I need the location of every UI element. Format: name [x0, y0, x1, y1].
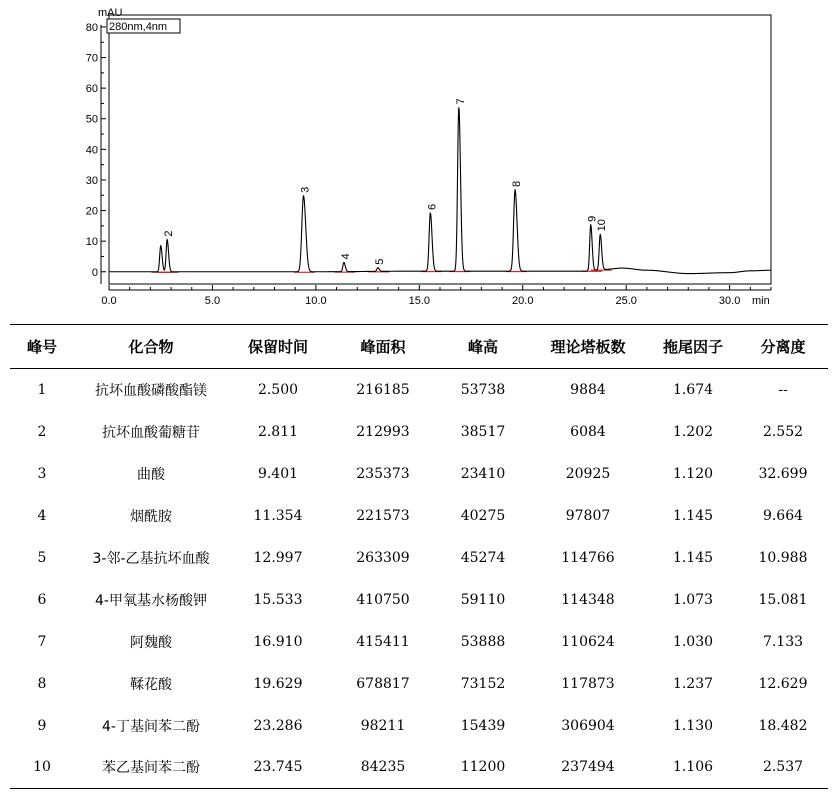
cell-retention-time: 19.629 — [253, 675, 303, 692]
table-row — [10, 705, 828, 747]
cell-tailing-factor: 1.130 — [672, 717, 714, 734]
peak-table — [10, 324, 828, 789]
cell-resolution: 12.629 — [758, 675, 808, 692]
header-theoretical-plates: 理论塔板数 — [528, 325, 648, 369]
cell-peak-no: 3 — [37, 465, 47, 482]
header-tailing-factor: 拖尾因子 — [648, 325, 738, 369]
detector-label: 280nm,4nm — [109, 21, 168, 33]
cell-resolution: 2.537 — [738, 747, 828, 789]
table-row — [10, 663, 828, 705]
peak-labels — [163, 98, 608, 264]
cell-theoretical-plates: 110624 — [561, 633, 615, 650]
cell-theoretical-plates: 117873 — [561, 675, 615, 692]
y-tick-label: 20 — [85, 205, 98, 218]
cell-peak-no: 9 — [37, 717, 47, 734]
plot-frame — [109, 15, 771, 284]
peak-label: 5 — [373, 258, 386, 265]
table-row — [10, 621, 828, 663]
x-tick-label: 15.0 — [408, 295, 431, 307]
peak-label: 9 — [586, 215, 599, 222]
peak-label: 7 — [454, 98, 467, 105]
y-tick-label: 60 — [85, 83, 98, 96]
cell-retention-time: 2.811 — [257, 423, 299, 440]
cell-theoretical-plates: 114766 — [561, 549, 615, 566]
cell-compound: 4-甲氧基水杨酸钾 — [95, 592, 207, 609]
cell-theoretical-plates: 306904 — [561, 717, 615, 734]
table-row — [10, 747, 828, 789]
cell-peak-area: 221573 — [356, 507, 410, 524]
cell-resolution: 9.664 — [762, 507, 804, 524]
y-axis — [86, 22, 106, 284]
cell-compound: 阿魏酸 — [130, 634, 172, 651]
cell-theoretical-plates: 9884 — [570, 381, 606, 398]
header-peak-no: 峰号 — [10, 325, 74, 369]
cell-tailing-factor: 1.674 — [672, 381, 714, 398]
cell-resolution: 2.552 — [762, 423, 804, 440]
x-tick-label: 25.0 — [615, 295, 637, 307]
x-tick-label: 30.0 — [718, 295, 741, 307]
cell-peak-no: 8 — [37, 675, 47, 692]
x-axis — [101, 285, 771, 307]
peak-label: 2 — [163, 230, 176, 237]
table-row — [10, 453, 828, 495]
y-tick-label: 80 — [85, 21, 98, 34]
table-row — [10, 411, 828, 453]
cell-peak-no: 1 — [37, 381, 47, 398]
cell-tailing-factor: 1.106 — [648, 747, 738, 789]
cell-theoretical-plates: 237494 — [528, 747, 648, 789]
cell-compound: 抗坏血酸磷酸酯镁 — [95, 382, 207, 399]
cell-tailing-factor: 1.120 — [672, 465, 714, 482]
cell-compound: 3-邻-乙基抗坏血酸 — [92, 550, 210, 567]
cell-retention-time: 23.286 — [253, 717, 303, 734]
cell-peak-no: 10 — [10, 747, 74, 789]
y-tick-label: 30 — [85, 174, 98, 187]
x-tick-label: 5.0 — [204, 295, 221, 307]
cell-compound: 4-丁基间苯二酚 — [102, 718, 200, 735]
cell-retention-time: 9.401 — [257, 465, 299, 482]
cell-resolution: 32.699 — [758, 465, 808, 482]
cell-peak-height: 38517 — [460, 423, 506, 440]
cell-resolution: 7.133 — [762, 633, 804, 650]
x-tick-label: 10.0 — [305, 295, 327, 307]
cell-retention-time: 23.745 — [228, 747, 328, 789]
cell-retention-time: 2.500 — [257, 381, 299, 398]
header-retention-time: 保留时间 — [228, 325, 328, 369]
cell-peak-area: 212993 — [356, 423, 410, 440]
y-unit-label: mAU — [98, 7, 123, 19]
cell-compound: 鞣花酸 — [130, 676, 172, 693]
table-row — [10, 579, 828, 621]
table-row — [10, 495, 828, 537]
cell-peak-no: 6 — [37, 591, 47, 608]
cell-tailing-factor: 1.202 — [672, 423, 714, 440]
cell-peak-height: 15439 — [460, 717, 506, 734]
cell-peak-height: 40275 — [460, 507, 506, 524]
cell-tailing-factor: 1.237 — [672, 675, 714, 692]
cell-peak-no: 2 — [37, 423, 47, 440]
x-tick-label: 20.0 — [512, 295, 534, 307]
peak-label: 6 — [426, 203, 439, 211]
peak-label: 3 — [299, 186, 312, 193]
cell-peak-area: 410750 — [356, 591, 410, 608]
y-tick-label: 40 — [85, 144, 98, 157]
header-resolution: 分离度 — [738, 325, 828, 369]
table-row — [10, 369, 828, 411]
peak-label: 10 — [596, 219, 609, 232]
cell-peak-no: 7 — [37, 633, 47, 650]
cell-peak-no: 4 — [37, 507, 47, 524]
cell-resolution: 18.482 — [758, 717, 808, 734]
cell-peak-area: 98211 — [360, 717, 406, 734]
cell-peak-area: 678817 — [356, 675, 410, 692]
header-compound: 化合物 — [74, 325, 228, 369]
cell-tailing-factor: 1.145 — [672, 507, 714, 524]
cell-compound: 苯乙基间苯二酚 — [74, 747, 228, 789]
table-row — [10, 537, 828, 579]
chromatogram — [0, 0, 840, 318]
table-header-row — [10, 325, 828, 369]
cell-peak-height: 53738 — [460, 381, 506, 398]
cell-peak-area: 235373 — [356, 465, 410, 482]
cell-theoretical-plates: 6084 — [570, 423, 606, 440]
cell-peak-height: 11200 — [438, 747, 528, 789]
x-tick-label: 0.0 — [101, 295, 117, 307]
cell-peak-height: 73152 — [460, 675, 506, 692]
cell-resolution: 10.988 — [758, 549, 808, 566]
chromatogram-svg — [0, 0, 840, 318]
peak-label: 8 — [511, 180, 524, 188]
cell-tailing-factor: 1.073 — [672, 591, 714, 608]
chromatogram-trace — [109, 107, 771, 273]
cell-tailing-factor: 1.030 — [672, 633, 714, 650]
cell-peak-area: 84235 — [328, 747, 438, 789]
cell-peak-height: 45274 — [460, 549, 506, 566]
y-tick-label: 0 — [91, 266, 98, 279]
header-peak-area: 峰面积 — [328, 325, 438, 369]
cell-retention-time: 15.533 — [253, 591, 303, 608]
cell-theoretical-plates: 97807 — [565, 507, 611, 524]
peak-table-wrap — [10, 324, 828, 789]
y-tick-label: 50 — [85, 113, 98, 126]
cell-resolution: -- — [778, 381, 788, 398]
y-tick-label: 10 — [85, 236, 98, 249]
cell-theoretical-plates: 114348 — [561, 591, 615, 608]
cell-peak-height: 53888 — [460, 633, 506, 650]
cell-resolution: 15.081 — [758, 591, 808, 608]
cell-peak-no: 5 — [37, 549, 47, 566]
cell-compound: 曲酸 — [137, 466, 165, 483]
cell-peak-height: 59110 — [460, 591, 506, 608]
cell-retention-time: 12.997 — [253, 549, 303, 566]
y-tick-label: 70 — [85, 52, 98, 65]
cell-peak-height: 23410 — [460, 465, 506, 482]
header-peak-height: 峰高 — [438, 325, 528, 369]
peak-label: 4 — [339, 253, 352, 260]
x-unit-label: min — [752, 295, 770, 307]
cell-theoretical-plates: 20925 — [565, 465, 611, 482]
cell-peak-area: 415411 — [356, 633, 410, 650]
cell-compound: 烟酰胺 — [130, 508, 172, 525]
cell-retention-time: 16.910 — [253, 633, 303, 650]
cell-retention-time: 11.354 — [253, 507, 303, 524]
cell-tailing-factor: 1.145 — [672, 549, 714, 566]
cell-peak-area: 263309 — [356, 549, 410, 566]
cell-peak-area: 216185 — [356, 381, 410, 398]
cell-compound: 抗坏血酸葡糖苷 — [102, 424, 200, 441]
